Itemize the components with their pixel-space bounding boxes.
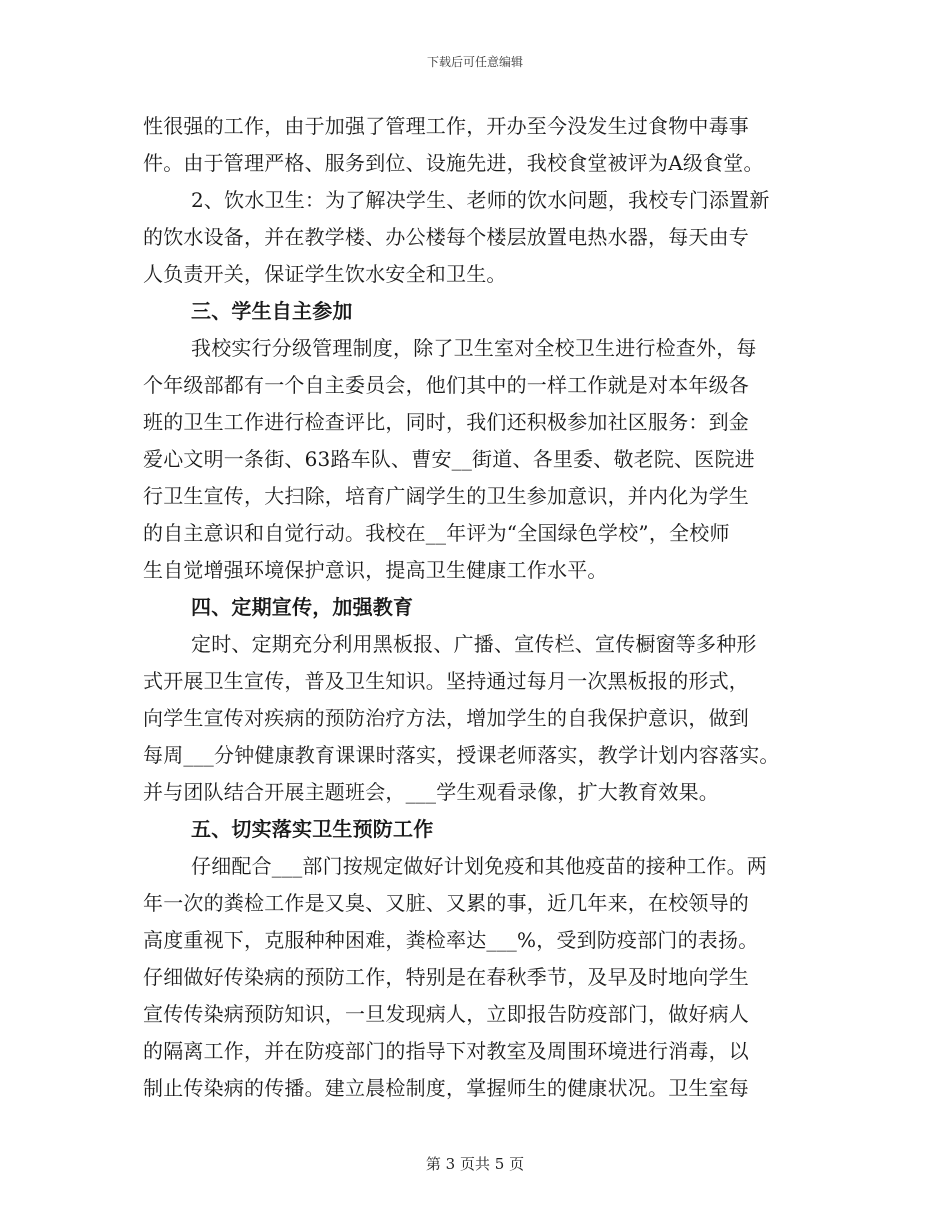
paragraph-line: 爱心文明一条街、63路车队、曹安__街道、各里委、敬老院、医院进	[143, 447, 755, 471]
paragraph-line: 制止传染病的传播。建立晨检制度，掌握师生的健康状况。卫生室每	[143, 1076, 749, 1100]
paragraph-line: 个年级部都有一个自主委员会，他们其中的一样工作就是对本年级各	[143, 373, 749, 397]
paragraph-line: 定时、定期充分利用黑板报、广播、宣传栏、宣传橱窗等多种形	[191, 632, 757, 656]
paragraph-line: 我校实行分级管理制度，除了卫生室对全校卫生进行检查外，每	[191, 336, 757, 360]
paragraph-line: 人负责开关，保证学生饮水安全和卫生。	[143, 262, 507, 286]
section-heading: 五、切实落实卫生预防工作	[191, 817, 434, 841]
paragraph-line: 的隔离工作，并在防疫部门的指导下对教室及周围环境进行消毒，以	[143, 1039, 749, 1063]
document-body	[143, 108, 823, 1107]
page-footer: 第 3 页共 5 页	[425, 1155, 525, 1173]
paragraph-line: 向学生宣传对疾病的预防治疗方法，增加学生的自我保护意识，做到	[143, 706, 749, 730]
paragraph-line: 2、饮水卫生：为了解决学生、老师的饮水问题，我校专门添置新	[191, 188, 770, 212]
paragraph-line: 件。由于管理严格、服务到位、设施先进，我校食堂被评为A级食堂。	[143, 151, 764, 175]
paragraph-line: 每周___分钟健康教育课课时落实，授课老师落实，教学计划内容落实。	[143, 743, 780, 767]
section-heading: 四、定期宣传，加强教育	[191, 595, 414, 619]
paragraph-line: 的饮水设备，并在教学楼、办公楼每个楼层放置电热水器，每天由专	[143, 225, 749, 249]
paragraph-line: 宣传传染病预防知识，一旦发现病人，立即报告防疫部门，做好病人	[143, 1002, 749, 1026]
page-header: 下载后可任意编辑	[426, 55, 523, 69]
paragraph-line: 仔细做好传染病的预防工作，特别是在春秋季节，及早及时地向学生	[143, 965, 749, 989]
section-heading: 三、学生自主参加	[191, 299, 353, 323]
paragraph-line: 仔细配合___部门按规定做好计划免疫和其他疫苗的接种工作。两	[191, 854, 767, 878]
paragraph-line: 生自觉增强环境保护意识，提高卫生健康工作水平。	[143, 558, 608, 582]
paragraph-line: 式开展卫生宣传，普及卫生知识。坚持通过每月一次黑板报的形式，	[143, 669, 749, 693]
paragraph-line: 年一次的粪检工作是又臭、又脏、又累的事，近几年来，在校领导的	[143, 891, 749, 915]
paragraph-line: 行卫生宣传，大扫除，培育广阔学生的卫生参加意识，并内化为学生	[143, 484, 749, 508]
paragraph-line: 并与团队结合开展主题班会，___学生观看录像，扩大教育效果。	[143, 780, 719, 804]
paragraph-line: 的自主意识和自觉行动。我校在__年评为“全国绿色学校”，全校师	[143, 521, 730, 545]
paragraph-line: 性很强的工作，由于加强了管理工作，开办至今没发生过食物中毒事	[143, 114, 749, 138]
paragraph-line: 高度重视下，克服种种困难，粪检率达___%，受到防疫部门的表扬。	[143, 928, 759, 952]
paragraph-line: 班的卫生工作进行检查评比，同时，我们还积极参加社区服务：到金	[143, 410, 749, 434]
